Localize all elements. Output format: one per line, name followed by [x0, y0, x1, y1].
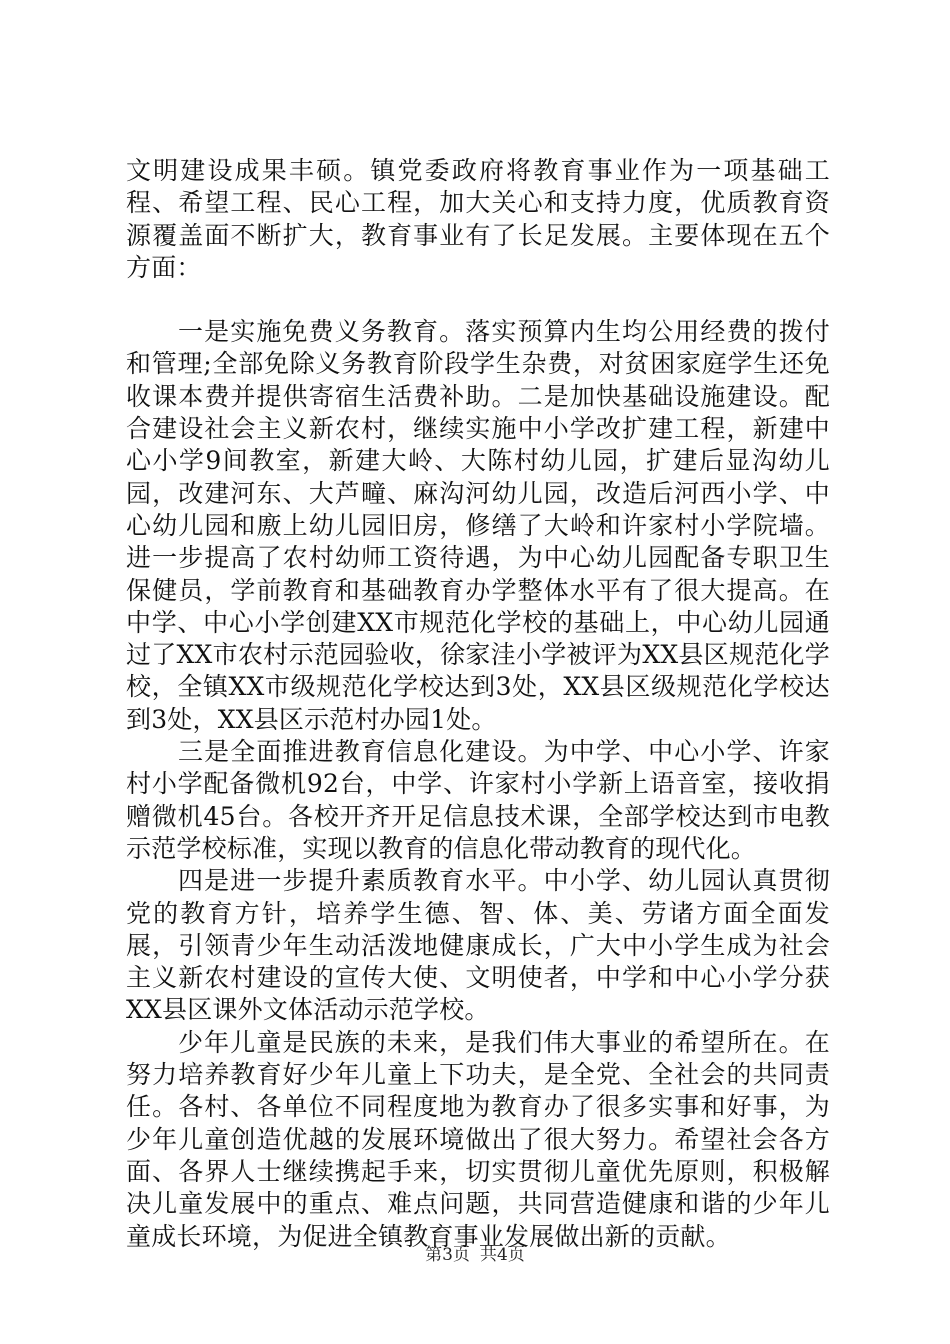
page-number: 第3页	[425, 1245, 470, 1265]
paragraph-intro: 文明建设成果丰硕。镇党委政府将教育事业作为一项基础工程、希望工程、民心工程，加大关心和支持力度，优质教育资源覆盖面不断扩大，教育事业有了长足发展。主要体现在五个方面：	[126, 156, 830, 282]
paragraph-conclusion: 少年儿童是民族的未来，是我们伟大事业的希望所在。在努力培养教育好少年儿童上下功夫，是全党、全社会的共同责任。各村、各单位不同程度地为教育办了很多实事和好事，为少年儿童创造优越的发展环境做出了很大努力。希望社会各方面、各界人士继续携起手来，切实贯彻儿童优先原则，积极解决儿童发展中的重点、难点问题，共同营造健康和谐的少年儿童成长环境，为促进全镇教育事业发展做出新的贡献。	[126, 1027, 830, 1251]
paragraph-free-education-infrastructure: 一是实施免费义务教育。落实预算内生均公用经费的拨付和管理;全部免除义务教育阶段学生杂费，对贫困家庭学生还免收课本费并提供寄宿生活费补助。二是加快基础设施建设。配合建设社会主义新农村，继续实施中小学改扩建工程，新建中心小学9间教室，新建大岭、大陈村幼儿园，扩建后显沟幼儿园，改建河东、大芦疃、麻沟河幼儿园，改造后河西小学、中心幼儿园和廒上幼儿园旧房，修缮了大岭和许家村小学院墙。进一步提高了农村幼师工资待遇，为中心幼儿园配备专职卫生保健员，学前教育和基础教育办学整体水平有了很大提高。在中学、中心小学创建XX市规范化学校的基础上，中心幼儿园通过了XX市农村示范园验收，徐家洼小学被评为XX县区规范化学校，全镇XX市级规范化学校达到3处，XX县区级规范化学校达到3处，XX县区示范村办园1处。	[126, 317, 830, 734]
page-total: 共4页	[480, 1245, 525, 1265]
paragraph-quality-education: 四是进一步提升素质教育水平。中小学、幼儿园认真贯彻党的教育方针，培养学生德、智、体、美、劳诸方面全面发展，引领青少年生动活泼地健康成长，广大中小学生成为社会主义新农村建设的宣传大使、文明使者，中学和中心小学分获XX县区课外文体活动示范学校。	[126, 866, 830, 1025]
page-footer	[0, 1244, 950, 1266]
document-body	[126, 155, 830, 1253]
paragraph-informatization: 三是全面推进教育信息化建设。为中学、中心小学、许家村小学配备微机92台，中学、许家村小学新上语音室，接收捐赠微机45台。各校开齐开足信息技术课，全部学校达到市电教示范学校标准，实现以教育的信息化带动教育的现代化。	[126, 737, 830, 863]
